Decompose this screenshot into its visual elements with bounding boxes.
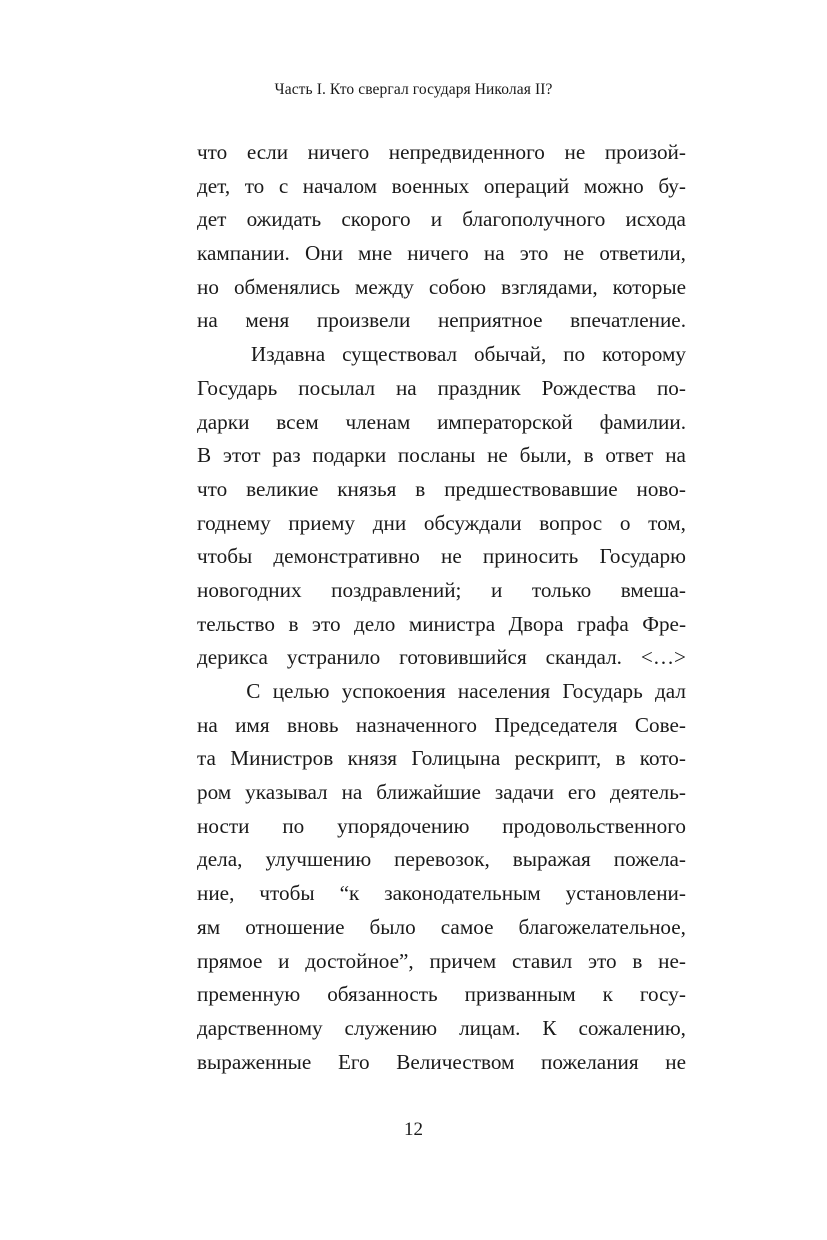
word: причем	[429, 948, 497, 973]
word: пременную	[197, 982, 301, 1007]
text-line	[197, 540, 686, 574]
word: это	[587, 948, 617, 973]
word: дела,	[197, 847, 243, 872]
word: праздник	[437, 375, 521, 400]
text-line	[197, 1012, 686, 1046]
word: непредвиденного	[388, 140, 545, 164]
word: ям	[197, 914, 221, 939]
paragraph	[197, 675, 686, 1079]
word: что	[197, 476, 228, 501]
text-line	[197, 136, 686, 170]
word: на	[395, 375, 417, 400]
word: посланы	[397, 443, 476, 468]
text-line	[197, 608, 686, 642]
word: приему	[288, 510, 356, 535]
word: если	[246, 140, 289, 164]
word: благополучного	[462, 207, 606, 232]
text-line: дерикса устранило готовившийся скандал. <…>	[197, 645, 686, 670]
word: обсуждали	[423, 510, 522, 535]
word: указывал	[245, 780, 328, 805]
word: госу-	[639, 982, 686, 1007]
word: поздравлений;	[331, 577, 462, 602]
word: членам	[345, 409, 411, 434]
word: С	[246, 679, 261, 703]
word: не	[564, 140, 586, 164]
word: призванным	[464, 982, 576, 1007]
word: чтобы	[259, 881, 315, 906]
word: законодательным	[384, 881, 541, 906]
word: улучшению	[265, 847, 372, 872]
word: вмеша-	[620, 577, 686, 602]
word: что	[197, 140, 228, 164]
word: Издавна	[250, 342, 326, 367]
text-line	[197, 742, 686, 776]
word: Они	[304, 241, 343, 266]
word: по	[282, 813, 305, 838]
word: и	[490, 577, 503, 602]
word: на	[197, 712, 218, 737]
text-line	[197, 237, 686, 271]
word: это	[311, 611, 341, 636]
word: раз	[272, 443, 301, 468]
word: не-	[658, 948, 686, 973]
word: том,	[648, 510, 686, 535]
word: императорской	[437, 409, 573, 434]
word: были,	[519, 443, 572, 468]
text-line	[197, 203, 686, 237]
word: предшествовавшие	[444, 476, 618, 501]
word: Голицына	[411, 746, 501, 771]
word: в	[615, 746, 626, 771]
text-line	[197, 877, 686, 911]
word: на	[483, 241, 505, 266]
running-header: Часть I. Кто свергал государя Николая II?	[274, 81, 553, 98]
text-line	[197, 473, 686, 507]
word: та	[197, 746, 216, 771]
word: вопрос	[539, 510, 603, 535]
word: ново-	[636, 476, 686, 501]
text-line	[197, 675, 686, 709]
word: дет,	[197, 173, 231, 198]
word: В	[197, 443, 212, 468]
word: дело	[354, 611, 396, 636]
word: только	[531, 577, 592, 602]
word: ние,	[197, 881, 235, 906]
word: перевозок,	[394, 847, 490, 872]
word: “к	[339, 881, 360, 906]
word: и	[430, 207, 443, 232]
text-line	[197, 776, 686, 810]
word: то	[244, 173, 265, 198]
word: задачи	[494, 780, 554, 805]
word: отношение	[245, 914, 345, 939]
word: его	[567, 780, 597, 805]
word: ответ	[605, 443, 654, 468]
word: взглядами,	[501, 274, 598, 299]
word: ожидать	[246, 207, 322, 232]
word: министра	[408, 611, 496, 636]
word: в	[583, 443, 594, 468]
word: фамилии.	[599, 409, 686, 434]
word: деятель-	[610, 780, 686, 805]
text-line	[197, 507, 686, 541]
word: это	[519, 241, 549, 266]
word: всем	[276, 409, 319, 434]
word: между	[355, 274, 414, 299]
text-line	[197, 911, 686, 945]
word: военных	[391, 173, 470, 198]
word: новогодних	[197, 577, 302, 602]
word: произой-	[604, 140, 686, 164]
paragraph	[197, 136, 686, 338]
word: прямое	[197, 948, 263, 973]
word: упорядочению	[337, 813, 470, 838]
word: достойное”,	[305, 948, 414, 973]
word: рескрипт,	[514, 746, 602, 771]
word: служению	[344, 1015, 438, 1040]
word: Государь	[197, 375, 278, 400]
word: кампании.	[197, 241, 290, 266]
word: исхода	[625, 207, 686, 232]
text-line	[197, 945, 686, 979]
word: князья	[337, 476, 397, 501]
word: дарственному	[197, 1015, 323, 1040]
word: о	[619, 510, 631, 535]
word: и	[278, 948, 290, 973]
word: Сове-	[634, 712, 686, 737]
word: Фре-	[642, 611, 686, 636]
word: Государь	[562, 679, 643, 703]
word: не	[563, 241, 585, 266]
word: по-	[656, 375, 686, 400]
word: с	[278, 173, 289, 198]
body-text-block	[197, 136, 686, 1079]
word: которому	[602, 342, 686, 367]
word: Рождества	[541, 375, 637, 400]
word: ничего	[307, 140, 370, 164]
text-line	[197, 271, 686, 305]
word: Председателя	[494, 712, 618, 737]
word: лицам.	[459, 1015, 521, 1040]
word: ближайшие	[376, 780, 481, 805]
word: собою	[428, 274, 487, 299]
word: благожелательное,	[518, 914, 686, 939]
word: продовольственного	[502, 813, 686, 838]
word: ответили,	[599, 241, 686, 266]
word: было	[369, 914, 416, 939]
text-line: на меня произвели неприятное впечатление.	[197, 308, 686, 333]
word: мне	[358, 241, 393, 266]
text-line	[197, 338, 686, 372]
word: по	[563, 342, 586, 367]
word: успокоения	[341, 679, 446, 703]
word: сожалению,	[578, 1015, 686, 1040]
word: самое	[440, 914, 494, 939]
word: Двора	[508, 611, 564, 636]
word: населения	[457, 679, 551, 703]
text-line	[197, 709, 686, 743]
text-line: выраженные Его Величеством пожелания не	[197, 1049, 686, 1074]
word: вновь	[286, 712, 339, 737]
word: демонстративно	[273, 544, 420, 569]
word: дет	[197, 207, 227, 232]
word: обычай,	[473, 342, 547, 367]
text-line	[197, 439, 686, 473]
word: целью	[272, 679, 330, 703]
text-line	[197, 372, 686, 406]
word: не	[487, 443, 508, 468]
word: которые	[612, 274, 686, 299]
word: кото-	[639, 746, 686, 771]
text-line	[197, 406, 686, 440]
word: выражая	[512, 847, 591, 872]
word: чтобы	[197, 544, 253, 569]
word: графа	[576, 611, 629, 636]
word: обменялись	[233, 274, 340, 299]
word: существовал	[342, 342, 458, 367]
word: ности	[197, 813, 250, 838]
word: скорого	[341, 207, 411, 232]
paragraph	[197, 338, 686, 675]
word: посылал	[298, 375, 376, 400]
word: но	[197, 274, 219, 299]
word: на	[341, 780, 363, 805]
word: установлени-	[565, 881, 686, 906]
text-line	[197, 574, 686, 608]
word: в	[632, 948, 643, 973]
text-line	[197, 978, 686, 1012]
word: дал	[655, 679, 686, 703]
word: можно	[583, 173, 644, 198]
word: на	[665, 443, 686, 468]
word: приносить	[482, 544, 579, 569]
word: назначенного	[355, 712, 477, 737]
word: началом	[302, 173, 378, 198]
word: пожела-	[613, 847, 686, 872]
word: К	[542, 1015, 557, 1040]
word: обязанность	[327, 982, 438, 1007]
word: годнему	[197, 510, 271, 535]
word: в	[288, 611, 299, 636]
word: Государю	[599, 544, 686, 569]
word: не	[441, 544, 462, 569]
word: операций	[483, 173, 570, 198]
text-line	[197, 170, 686, 204]
word: дни	[372, 510, 407, 535]
word: тельство	[197, 611, 276, 636]
word: этот	[222, 443, 261, 468]
word: великие	[246, 476, 319, 501]
word: к	[602, 982, 613, 1007]
word: бу-	[658, 173, 686, 198]
text-line	[197, 810, 686, 844]
text-line	[197, 843, 686, 877]
word: ром	[197, 780, 232, 805]
word: князя	[347, 746, 398, 771]
word: ничего	[407, 241, 469, 266]
word: ставил	[511, 948, 573, 973]
word: имя	[235, 712, 270, 737]
word: в	[415, 476, 426, 501]
word: дарки	[197, 409, 250, 434]
word: подарки	[312, 443, 387, 468]
word: Министров	[230, 746, 334, 771]
page-number: 12	[404, 1119, 423, 1140]
